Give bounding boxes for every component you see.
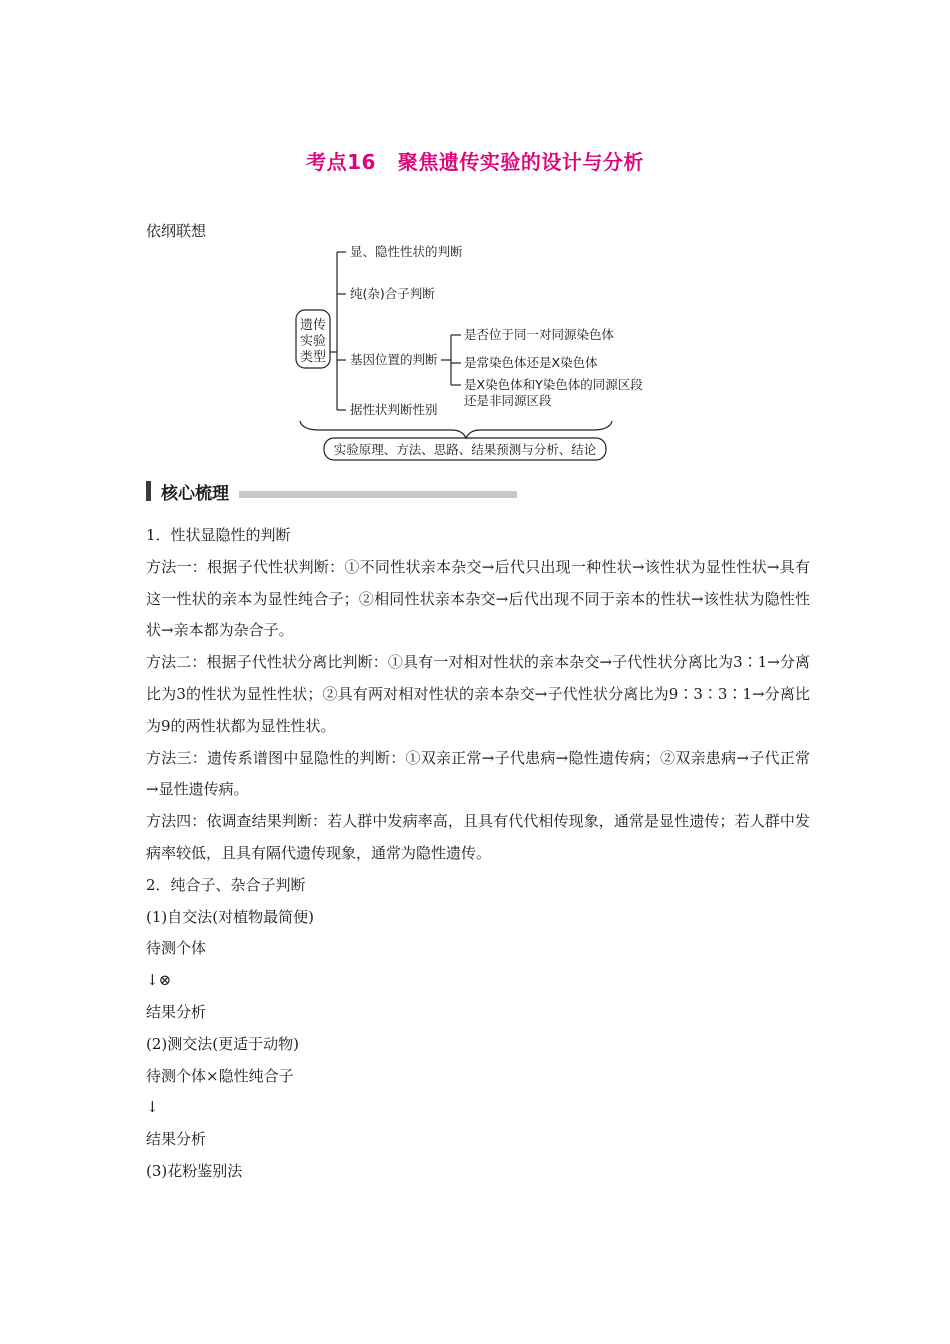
- section-bar: [146, 481, 151, 501]
- method-3: 方法三：遗传系谱图中显隐性的判断：①双亲正常→子代患病→隐性遗传病；②双亲患病→子代正常→显性遗传病。: [146, 748, 810, 799]
- testcross-method: (2)测交法(更适于动物): [146, 1034, 299, 1053]
- sub-branch-3b: 还是非同源区段: [464, 393, 552, 408]
- method-4: 方法四：依调查结果判断：若人群中发病率高，且具有代代相传现象，通常是显性遗传；若人群中发病率较低，且具有隔代遗传现象，通常为隐性遗传。: [146, 812, 810, 862]
- section-rule: [239, 491, 517, 498]
- root-line-2: 实验: [299, 334, 327, 349]
- method-1: 方法一：根据子代性状判断：①不同性状亲本杂交→后代只出现一种性状→该性状为显性性状→具有这一性状的亲本为显性纯合子；②相同性状亲本杂交→后代出现不同于亲本的性状→该性状为隐性性状→亲本都为杂合子。: [146, 557, 810, 640]
- root-line-3: 类型: [299, 350, 327, 365]
- method-2: 方法二：根据子代性状分离比判断：①具有一对相对性状的亲本杂交→子代性状分离比为3∶1→分离比为3的性状为显性性状；②具有两对相对性状的亲本杂交→子代性状分离比为9∶3∶3∶1→分离比为9的两性状都为显性性状。: [146, 653, 810, 735]
- testcross-step-1: 待测个体×隐性纯合子: [146, 1066, 294, 1085]
- branch-sex: 据性状判断性别: [350, 402, 438, 417]
- section-header: [146, 480, 517, 502]
- branch-gene-location: 基因位置的判断: [350, 352, 438, 367]
- selfing-arrow: ↓⊗: [146, 971, 172, 990]
- topic-name: 聚焦遗传实验的设计与分析: [397, 150, 644, 174]
- testcross-step-2: 结果分析: [146, 1130, 207, 1149]
- testcross-arrow: ↓: [146, 1098, 159, 1117]
- concept-map: [0, 0, 950, 470]
- body-text: [146, 520, 810, 1188]
- outline-label: 依纲联想: [146, 222, 207, 240]
- sub-branch-2: 是常染色体还是X染色体: [464, 355, 598, 370]
- heading-1: 1．性状显隐性的判断: [146, 526, 291, 544]
- footer-brace: [300, 421, 612, 438]
- pollen-method: (3)花粉鉴别法: [146, 1161, 243, 1180]
- branch-dominance: 显、隐性性状的判断: [350, 244, 463, 259]
- sub-branch-1: 是否位于同一对同源染色体: [464, 327, 615, 342]
- topic-number: 考点16: [306, 150, 376, 174]
- selfing-step-1: 待测个体: [146, 939, 207, 958]
- selfing-method: (1)自交法(对植物最简便): [146, 907, 314, 926]
- root-line-1: 遗传: [299, 318, 327, 333]
- heading-2: 2．纯合子、杂合子判断: [146, 875, 306, 894]
- section-title: 核心梳理: [161, 483, 229, 504]
- sub-branch-3: 是X染色体和Y染色体的同源区段: [464, 377, 643, 392]
- footer-text: 实验原理、方法、思路、结果预测与分析、结论: [333, 442, 597, 457]
- selfing-step-2: 结果分析: [146, 1002, 207, 1021]
- branch-purity: 纯(杂)合子判断: [350, 286, 435, 301]
